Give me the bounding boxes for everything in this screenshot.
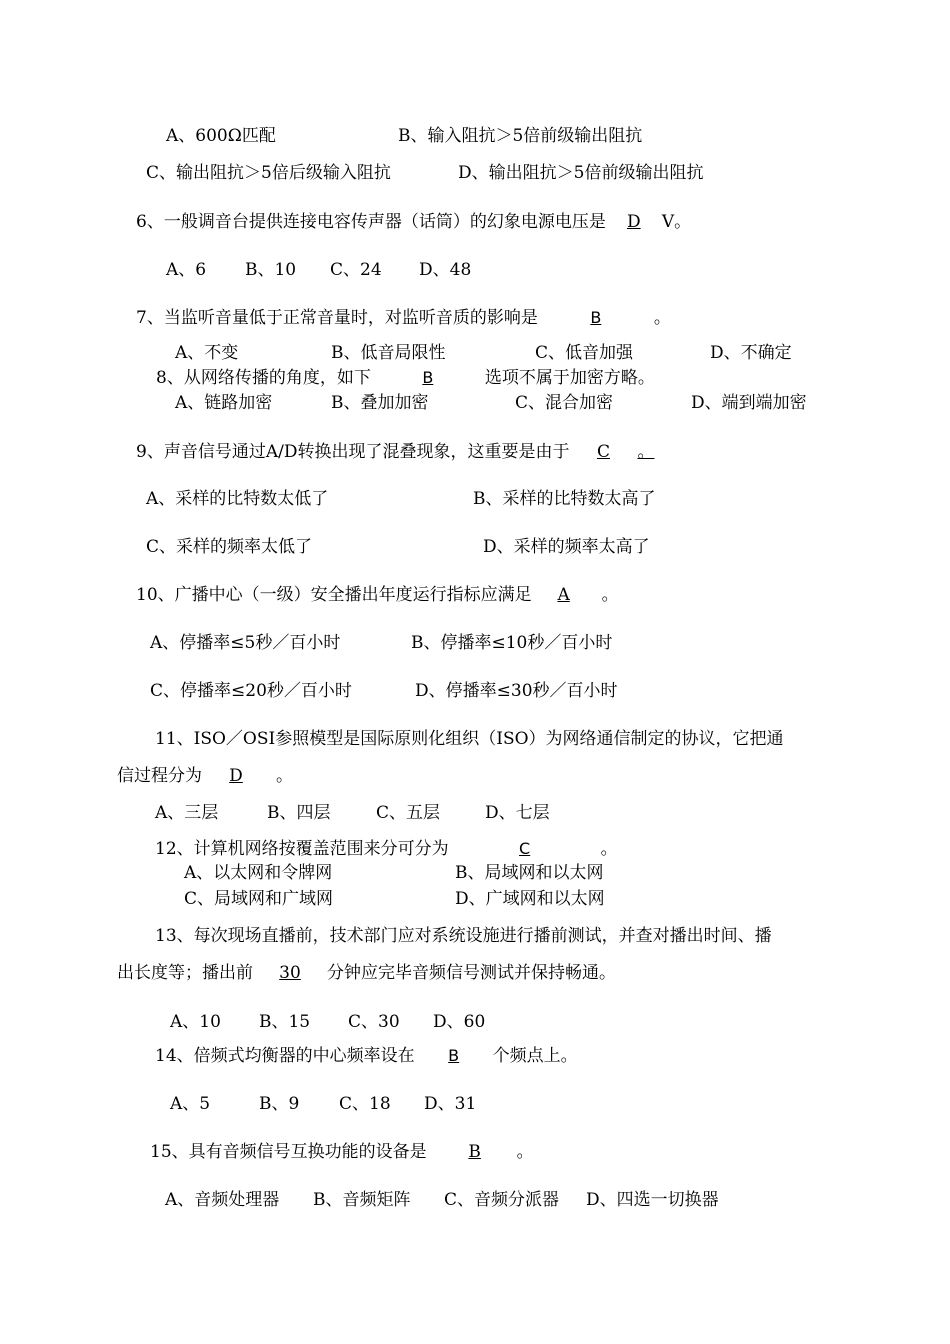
answer-blank: B bbox=[590, 308, 602, 327]
answer-blank: B bbox=[422, 368, 434, 387]
question-10 bbox=[136, 584, 619, 606]
q13-option-a: A、10 bbox=[170, 1012, 221, 1032]
question-text: 12、计算机网络按覆盖范围来分可分为 bbox=[155, 839, 449, 859]
q13-option-b: B、15 bbox=[259, 1012, 311, 1032]
q15-option-b: B、音频矩阵 bbox=[313, 1190, 411, 1210]
question-7 bbox=[136, 307, 671, 329]
q11-option-c: C、五层 bbox=[376, 803, 441, 823]
answer-blank: A bbox=[557, 585, 570, 605]
question-15 bbox=[150, 1141, 534, 1163]
q14-option-b: B、9 bbox=[259, 1094, 300, 1114]
question-11-line-2 bbox=[117, 765, 293, 787]
question-11-line-1: 11、ISO／OSI参照模型是国际原则化组织（ISO）为网络通信制定的协议，它把通 bbox=[155, 729, 784, 749]
q8-option-d: D、端到端加密 bbox=[691, 393, 807, 413]
answer-blank: C bbox=[596, 442, 610, 462]
question-text: 8、从网络传播的角度，如下 bbox=[156, 368, 371, 388]
question-suffix: V。 bbox=[661, 212, 692, 232]
q9-option-d: D、采样的频率太高了 bbox=[483, 537, 650, 557]
answer-blank: 30 bbox=[279, 963, 301, 983]
q11-option-d: D、七层 bbox=[485, 803, 550, 823]
q9-option-c: C、采样的频率太低了 bbox=[146, 537, 313, 557]
answer-blank: B bbox=[448, 1046, 460, 1065]
question-text: 15、具有音频信号互换功能的设备是 bbox=[150, 1142, 427, 1162]
question-text: 9、声音信号通过A/D转换出现了混叠现象，这重要是由于 bbox=[136, 442, 570, 462]
q5-option-b: B、输入阻抗＞5倍前级输出阻抗 bbox=[398, 126, 643, 146]
q12-option-c: C、局域网和广域网 bbox=[184, 889, 334, 909]
q7-option-d: D、不确定 bbox=[710, 343, 792, 363]
q13-option-c: C、30 bbox=[348, 1012, 400, 1032]
q15-option-d: D、四选一切换器 bbox=[586, 1190, 719, 1210]
q14-option-a: A、5 bbox=[170, 1094, 211, 1114]
question-suffix: 。 bbox=[276, 766, 293, 786]
question-suffix: 选项不属于加密方略。 bbox=[484, 368, 655, 388]
q10-option-b: B、停播率≤10秒／百小时 bbox=[411, 633, 613, 653]
question-suffix: 。 bbox=[601, 585, 619, 605]
question-suffix: 。 bbox=[516, 1142, 534, 1162]
q10-option-d: D、停播率≤30秒／百小时 bbox=[415, 681, 618, 701]
question-suffix: 。 bbox=[637, 442, 655, 462]
question-suffix: 。 bbox=[653, 308, 671, 328]
q7-option-a: A、不变 bbox=[175, 343, 239, 363]
q9-option-a: A、采样的比特数太低了 bbox=[146, 489, 329, 509]
q8-option-c: C、混合加密 bbox=[515, 393, 614, 413]
question-text: 信过程分为 bbox=[117, 766, 202, 786]
answer-blank: D bbox=[627, 212, 641, 232]
q15-option-c: C、音频分派器 bbox=[444, 1190, 560, 1210]
q5-option-a: A、600Ω匹配 bbox=[166, 126, 276, 146]
q11-option-b: B、四层 bbox=[267, 803, 331, 823]
question-text: 10、广播中心（一级）安全播出年度运行指标应满足 bbox=[136, 585, 532, 605]
question-suffix: 分钟应完毕音频信号测试并保持畅通。 bbox=[327, 963, 616, 983]
q9-option-b: B、采样的比特数太高了 bbox=[473, 489, 656, 509]
q14-option-c: C、18 bbox=[339, 1094, 391, 1114]
q12-option-b: B、局域网和以太网 bbox=[455, 863, 604, 883]
question-suffix: 个频点上。 bbox=[492, 1046, 578, 1066]
q7-option-b: B、低音局限性 bbox=[331, 343, 446, 363]
q5-option-d: D、输出阻抗＞5倍前级输出阻抗 bbox=[458, 163, 704, 183]
question-text: 14、倍频式均衡器的中心频率设在 bbox=[155, 1046, 415, 1066]
answer-blank: C bbox=[519, 839, 531, 858]
answer-blank: D bbox=[229, 766, 243, 786]
q6-option-c: C、24 bbox=[330, 260, 382, 280]
question-9 bbox=[136, 441, 653, 463]
q10-option-c: C、停播率≤20秒／百小时 bbox=[150, 681, 352, 701]
q6-option-b: B、10 bbox=[245, 260, 297, 280]
q14-option-d: D、31 bbox=[424, 1094, 477, 1114]
q13-option-d: D、60 bbox=[433, 1012, 486, 1032]
q10-option-a: A、停播率≤5秒／百小时 bbox=[150, 633, 341, 653]
question-13-line-1: 13、每次现场直播前，技术部门应对系统设施进行播前测试，并查对播出时间、播 bbox=[155, 926, 772, 946]
q8-option-a: A、链路加密 bbox=[175, 393, 273, 413]
question-text: 7、当监听音量低于正常音量时，对监听音质的影响是 bbox=[136, 308, 538, 328]
q15-option-a: A、音频处理器 bbox=[165, 1190, 280, 1210]
q12-option-d: D、广域网和以太网 bbox=[455, 889, 605, 909]
q6-option-a: A、6 bbox=[166, 260, 207, 280]
q6-option-d: D、48 bbox=[419, 260, 472, 280]
question-text: 6、一般调音台提供连接电容传声器（话筒）的幻象电源电压是 bbox=[136, 212, 606, 232]
answer-blank: B bbox=[468, 1142, 481, 1162]
question-6 bbox=[136, 211, 691, 233]
q8-option-b: B、叠加加密 bbox=[331, 393, 429, 413]
q7-option-c: C、低音加强 bbox=[535, 343, 634, 363]
question-13-line-2 bbox=[117, 962, 616, 984]
q5-option-c: C、输出阻抗＞5倍后级输入阻抗 bbox=[146, 163, 391, 183]
question-suffix: 。 bbox=[600, 839, 618, 859]
question-text: 出长度等；播出前 bbox=[117, 963, 253, 983]
q12-option-a: A、以太网和令牌网 bbox=[184, 863, 333, 883]
question-14 bbox=[155, 1045, 578, 1067]
question-12 bbox=[155, 838, 618, 860]
question-8 bbox=[156, 367, 655, 389]
q11-option-a: A、三层 bbox=[155, 803, 219, 823]
